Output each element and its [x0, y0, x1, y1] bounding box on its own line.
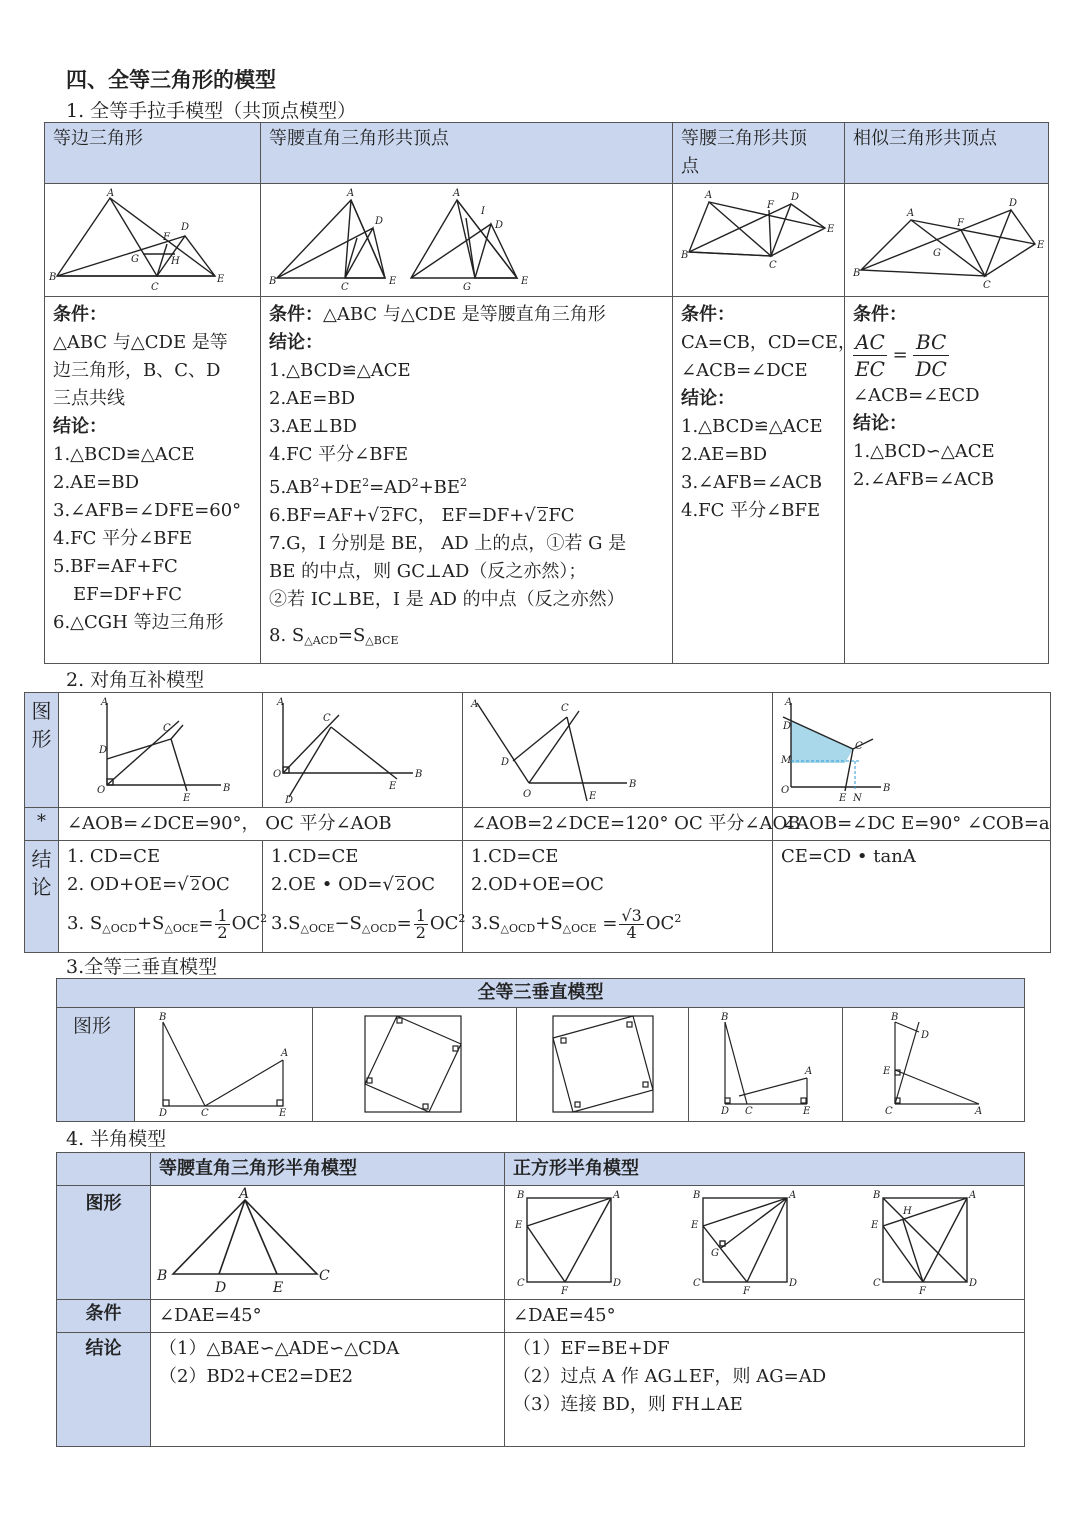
- section-3-title: 3.全等三垂直模型: [66, 956, 218, 978]
- complementary-angle-table: [24, 692, 1051, 953]
- figure-square-half-angle: [505, 1186, 1025, 1300]
- figure-perpendicular-3: [517, 1008, 689, 1122]
- svg-text:D: D: [501, 757, 510, 768]
- svg-text:B: B: [159, 1012, 167, 1023]
- svg-text:C: C: [873, 1278, 881, 1289]
- triple-perpendicular-table: [56, 978, 1025, 1122]
- svg-text:C: C: [769, 260, 777, 271]
- svg-text:E: E: [1037, 240, 1045, 251]
- svg-text:O: O: [273, 769, 282, 780]
- svg-text:B: B: [223, 783, 231, 794]
- svg-text:B: B: [269, 276, 277, 287]
- half-angle-corner: [57, 1153, 151, 1186]
- svg-text:G: G: [711, 1248, 719, 1259]
- svg-text:A: A: [975, 1106, 983, 1117]
- svg-text:B: B: [721, 1012, 729, 1023]
- svg-text:D: D: [375, 216, 384, 227]
- svg-text:F: F: [743, 1286, 750, 1297]
- svg-text:E: E: [389, 276, 397, 287]
- svg-text:D: D: [181, 222, 190, 233]
- svg-text:B: B: [49, 272, 57, 283]
- svg-text:A: A: [969, 1190, 977, 1201]
- svg-text:E: E: [521, 276, 529, 287]
- svg-text:H: H: [171, 256, 180, 267]
- svg-text:A: A: [705, 190, 713, 201]
- svg-text:E: E: [273, 1280, 284, 1296]
- svg-text:F: F: [561, 1286, 568, 1297]
- header-similar: 相似三角形共顶点: [845, 123, 1049, 184]
- svg-text:D: D: [791, 192, 800, 203]
- label-figure-4: 图形: [57, 1186, 151, 1300]
- svg-text:A: A: [239, 1186, 250, 1202]
- svg-text:C: C: [163, 723, 171, 734]
- svg-text:D: D: [215, 1280, 227, 1296]
- hand-in-hand-table: [44, 122, 1049, 664]
- svg-text:C: C: [983, 280, 991, 291]
- svg-text:C: C: [693, 1278, 701, 1289]
- isosceles-conditions: 条件： CA=CB，CD=CE， ∠ACB=∠DCE 结论： 1.△BCD≌△ACE 2.AE=BD 3.∠AFB=∠ACB 4.FC 平分∠BFE: [673, 297, 845, 664]
- triple-perpendicular-header: 全等三垂直模型: [57, 979, 1025, 1008]
- svg-text:D: D: [789, 1278, 798, 1289]
- svg-text:O: O: [781, 785, 790, 796]
- svg-text:E: E: [803, 1106, 811, 1117]
- label-conclusion-4: 结论: [57, 1333, 151, 1447]
- svg-text:E: E: [691, 1220, 699, 1231]
- svg-text:A: A: [281, 1048, 289, 1059]
- svg-text:E: E: [589, 791, 597, 802]
- svg-text:F: F: [767, 200, 774, 211]
- svg-text:A: A: [785, 697, 793, 708]
- svg-text:B: B: [415, 769, 423, 780]
- svg-text:C: C: [319, 1268, 330, 1284]
- svg-text:C: C: [151, 282, 159, 293]
- complement-conclusion-2: 1.CD=CE 2.OE • OD=√ 2OC $3.S_{\triangle OCE}-S_{\triangle OCD}=$ $\frac{1}{2}$ $OC^2$: [263, 841, 463, 953]
- label-figure: 图 形: [25, 693, 59, 808]
- svg-text:E: E: [279, 1108, 287, 1119]
- svg-text:A: A: [805, 1066, 813, 1077]
- figure-complement-4: [773, 693, 1051, 808]
- svg-text:B: B: [681, 250, 689, 261]
- half-angle-table: [56, 1152, 1025, 1447]
- similar-conditions: 条件： $\frac{AC}{EC}$ = $\frac{BC}{DC}$ ∠ACB=∠ECD 结论： 1.△BCD∽△ACE 2.∠AFB=∠ACB: [845, 297, 1049, 664]
- section-2-title: 2. 对角互补模型: [66, 669, 205, 691]
- page-heading: 四、全等三角形的模型: [66, 68, 276, 92]
- svg-text:O: O: [97, 785, 106, 796]
- section-4-title: 4. 半角模型: [66, 1128, 167, 1150]
- label-figure-3: 图形: [57, 1008, 135, 1122]
- svg-text:A: A: [471, 699, 479, 710]
- svg-text:A: A: [277, 697, 285, 708]
- svg-text:C: C: [323, 713, 331, 724]
- figure-perpendicular-4: [689, 1008, 843, 1122]
- svg-text:C: C: [517, 1278, 525, 1289]
- svg-text:F: F: [957, 218, 964, 229]
- svg-text:E: E: [827, 224, 835, 235]
- svg-text:N: N: [853, 793, 862, 804]
- svg-text:B: B: [693, 1190, 701, 1201]
- label-condition-4: 条件: [57, 1300, 151, 1333]
- figure-equilateral: [45, 184, 261, 297]
- svg-text:E: E: [183, 793, 191, 804]
- header-isosceles: 等腰三角形共顶 点: [673, 123, 845, 184]
- figure-iso-right-half-angle: [151, 1186, 505, 1300]
- svg-text:B: B: [157, 1268, 168, 1284]
- svg-text:A: A: [907, 208, 915, 219]
- svg-text:O: O: [523, 789, 532, 800]
- svg-text:B: B: [629, 779, 637, 790]
- svg-text:C: C: [855, 741, 863, 752]
- svg-text:A: A: [107, 188, 115, 199]
- svg-text:D: D: [613, 1278, 622, 1289]
- svg-text:F: F: [919, 1286, 926, 1297]
- svg-text:E: E: [883, 1066, 891, 1077]
- svg-text:I: I: [481, 206, 485, 217]
- svg-text:C: C: [561, 703, 569, 714]
- svg-text:A: A: [613, 1190, 621, 1201]
- svg-text:A: A: [347, 188, 355, 199]
- svg-text:E: E: [389, 781, 397, 792]
- svg-text:D: D: [921, 1030, 930, 1041]
- svg-text:C: C: [885, 1106, 893, 1117]
- svg-text:A: A: [789, 1190, 797, 1201]
- header-iso-right-half-angle: 等腰直角三角形半角模型: [151, 1153, 505, 1186]
- svg-text:E: E: [871, 1220, 879, 1231]
- svg-text:E: E: [515, 1220, 523, 1231]
- isosceles-right-conditions: 条件：△ABC 与△CDE 是等腰直角三角形 结论： 1.△BCD≌△ACE 2.AE=BD 3.AE⊥BD 4.FC 平分∠BFE $5.AB^2+DE^2=AD^2+BE^2$ 6.BF=AF+√ 2FC， EF=DF+√ 2FC 7.G，I 分别是 BE， AD 上的点，①若 G 是 BE 的中点，则 GC⊥AD（反之亦然）； ②若 IC⊥BE，I 是 AD 的中点（反之亦然） 8. $S_{\triangle ACD}=S_{\triangle BCE}$: [261, 297, 673, 664]
- svg-text:H: H: [903, 1206, 912, 1217]
- svg-text:D: D: [99, 745, 108, 756]
- square-conclusion: （1）EF=BE+DF （2）过点 A 作 AG⊥EF，则 AG=AD （3）连接 BD，则 FH⊥AE: [505, 1333, 1025, 1447]
- svg-text:D: D: [721, 1106, 730, 1117]
- figure-complement-1: [59, 693, 263, 808]
- figure-complement-2: [263, 693, 463, 808]
- figure-perpendicular-2: [313, 1008, 517, 1122]
- figure-perpendicular-1: [135, 1008, 313, 1122]
- svg-text:B: B: [883, 783, 891, 794]
- svg-text:D: D: [969, 1278, 978, 1289]
- complement-conclusion-3: 1.CD=CE 2.OD+OE=OC $3.S_{\triangle OCD}+S_{\triangle OCE}$ = $\frac{√3}{4}$ $OC^2$: [463, 841, 773, 953]
- square-condition: ∠DAE=45°: [505, 1300, 1025, 1333]
- svg-text:C: C: [745, 1106, 753, 1117]
- figure-isosceles: [673, 184, 845, 297]
- figure-similar: [845, 184, 1049, 297]
- svg-text:D: D: [495, 220, 504, 231]
- svg-text:D: D: [285, 795, 294, 806]
- label-conclusion: 结 论: [25, 841, 59, 953]
- svg-text:B: B: [873, 1190, 881, 1201]
- complement-conclusion-4: CE=CD • tanA: [773, 841, 1051, 953]
- svg-text:E: E: [217, 274, 225, 285]
- header-equilateral: 等边三角形: [45, 123, 261, 184]
- svg-text:B: B: [853, 268, 861, 279]
- svg-text:B: B: [891, 1012, 899, 1023]
- equilateral-conditions: 条件： △ABC 与△CDE 是等 边三角形，B、C、D 三点共线 结论： 1.△BCD≌△ACE 2.AE=BD 3.∠AFB=∠DFE=60° 4.FC 平分∠BFE 5.BF=AF+FC EF=DF+FC 6.△CGH 等边三角形: [45, 297, 261, 664]
- complement-condition-2: ∠AOB=2∠DCE=120° OC 平分∠AOB: [463, 808, 773, 841]
- svg-text:G: G: [131, 254, 139, 265]
- svg-text:B: B: [517, 1190, 525, 1201]
- svg-text:C: C: [201, 1108, 209, 1119]
- complement-conclusion-1: 1. CD=CE 2. OD+OE=√ 2OC 3. $S_{\triangle OCD}+S_{\triangle OCE}=$ $\frac{1}{2}$ $OC^2$: [59, 841, 263, 953]
- svg-text:D: D: [1009, 198, 1018, 209]
- svg-text:G: G: [933, 248, 941, 259]
- header-isosceles-right: 等腰直角三角形共顶点: [261, 123, 673, 184]
- figure-complement-3: [463, 693, 773, 808]
- complement-condition-1: ∠AOB=∠DCE=90°， OC 平分∠AOB: [59, 808, 463, 841]
- svg-text:D: D: [783, 721, 792, 732]
- svg-text:A: A: [101, 697, 109, 708]
- svg-text:D: D: [159, 1108, 168, 1119]
- svg-text:E: E: [839, 793, 847, 804]
- figure-perpendicular-5: [843, 1008, 1025, 1122]
- svg-text:A: A: [453, 188, 461, 199]
- section-1-title: 1. 全等手拉手模型（共顶点模型）: [66, 100, 357, 122]
- svg-text:M: M: [781, 755, 792, 766]
- figure-isosceles-right: [261, 184, 673, 297]
- iso-right-conclusion: （1）△BAE∽△ADE∽△CDA （2）BD2+CE2=DE2: [151, 1333, 505, 1447]
- svg-text:F: F: [163, 232, 170, 243]
- svg-text:C: C: [341, 282, 349, 293]
- label-star: *: [25, 808, 59, 841]
- svg-text:G: G: [463, 282, 471, 293]
- header-square-half-angle: 正方形半角模型: [505, 1153, 1025, 1186]
- complement-condition-3: ∠AOB=∠DC E=90° ∠COB=a: [773, 808, 1051, 841]
- iso-right-condition: ∠DAE=45°: [151, 1300, 505, 1333]
